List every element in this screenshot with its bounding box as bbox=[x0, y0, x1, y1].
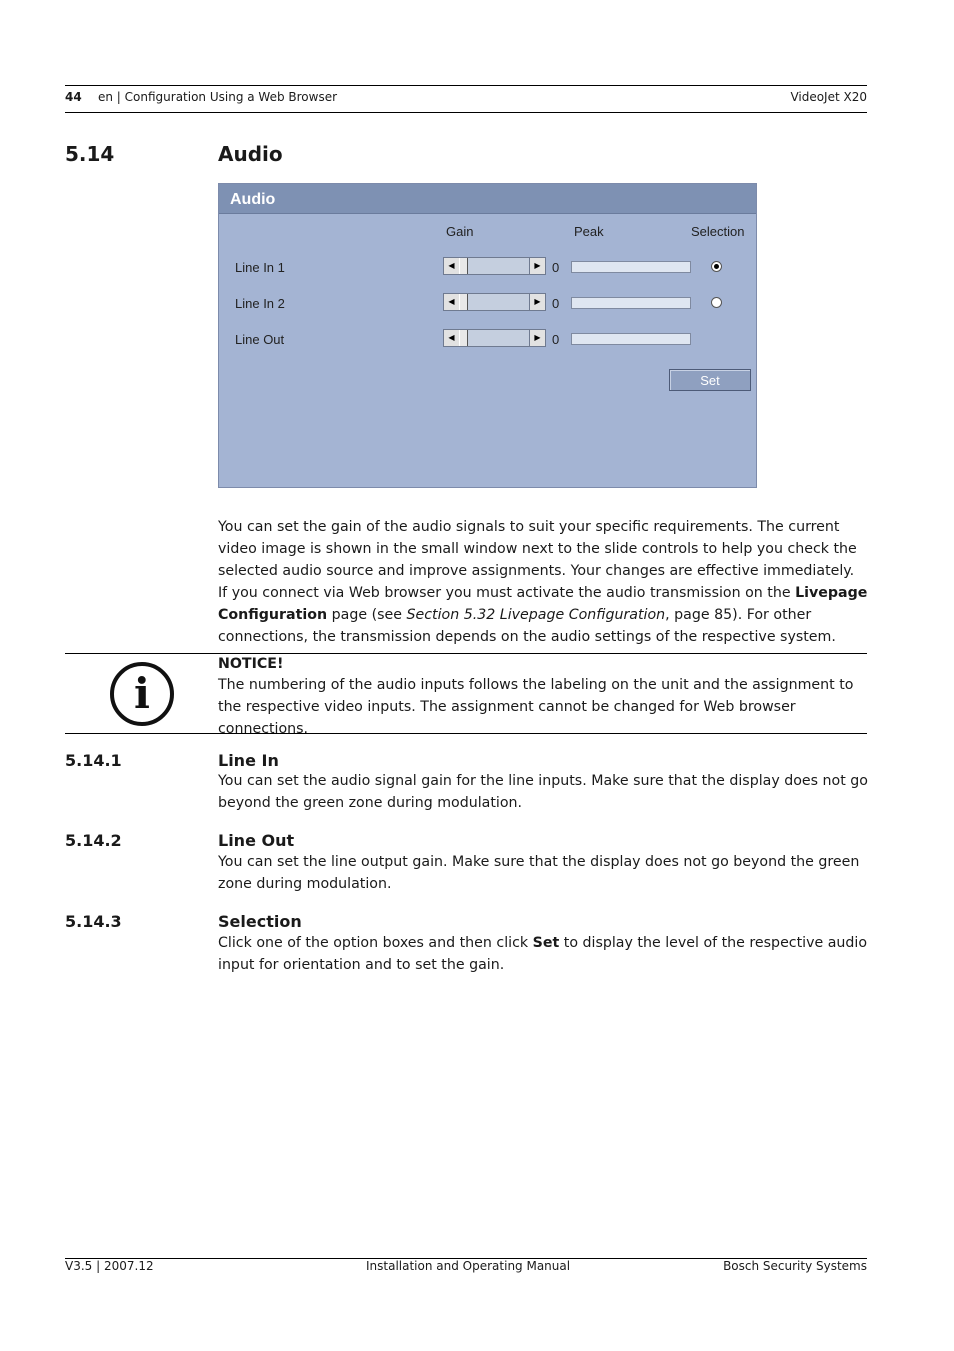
subsection-text-line-in: You can set the audio signal gain for the line inputs. Make sure that the display does not go beyond the green zone during modulation. bbox=[218, 773, 868, 811]
subsection-title-selection: Selection bbox=[218, 912, 302, 931]
slider-thumb[interactable] bbox=[459, 258, 468, 274]
header-top-rule bbox=[65, 85, 867, 86]
slider-right-arrow-icon[interactable]: ▶ bbox=[529, 330, 545, 346]
section-title: Audio bbox=[218, 142, 283, 166]
gain-value-line-in-1: 0 bbox=[552, 260, 560, 275]
intro-p2-text: , page 85). For other connections, the transmission depends on the audio settings of the respective system. bbox=[218, 607, 836, 645]
header-bottom-rule bbox=[65, 112, 867, 113]
peak-column-header: Peak bbox=[574, 224, 604, 239]
gain-column-header: Gain bbox=[446, 224, 474, 239]
gain-slider-line-in-2[interactable] bbox=[443, 293, 546, 311]
subsection-number: 5.14.2 bbox=[65, 831, 122, 850]
cross-reference: Section 5.32 Livepage Configuration bbox=[406, 607, 666, 623]
notice-bottom-rule bbox=[65, 733, 867, 734]
gain-slider-line-in-1[interactable] bbox=[443, 257, 546, 275]
footer-manual-title: Installation and Operating Manual bbox=[366, 1259, 571, 1273]
footer-version: V3.5 | 2007.12 bbox=[65, 1259, 154, 1273]
selection-column-header: Selection bbox=[691, 224, 745, 239]
selection-text: Click one of the option boxes and then click bbox=[218, 935, 533, 951]
set-term: Set bbox=[532, 935, 560, 951]
audio-config-panel bbox=[218, 183, 757, 488]
selection-text: to display the level of the respective audio input for orientation and to set the gain. bbox=[218, 935, 868, 973]
header-section-path: en | Configuration Using a Web Browser bbox=[98, 90, 338, 104]
slider-left-arrow-icon[interactable]: ◀ bbox=[444, 330, 460, 346]
selection-radio-line-in-1[interactable] bbox=[711, 261, 722, 272]
section-number: 5.14 bbox=[65, 142, 115, 166]
radio-selected-dot bbox=[714, 264, 719, 269]
slider-right-arrow-icon[interactable]: ▶ bbox=[529, 294, 545, 310]
channel-label-line-out: Line Out bbox=[235, 332, 285, 347]
header-product: VideoJet X20 bbox=[790, 90, 867, 104]
footer-company: Bosch Security Systems bbox=[723, 1259, 867, 1273]
subsection-title-line-out: Line Out bbox=[218, 831, 295, 850]
panel-title: Audio bbox=[219, 184, 756, 214]
peak-meter-line-out bbox=[571, 333, 691, 345]
intro-paragraph-1: You can set the gain of the audio signals to suit your specific requirements. The current video image is shown in the small window next to the slide controls to help you check the selected audio source and improve assignments. Your changes are effective immediately. bbox=[218, 519, 857, 579]
subsection-number: 5.14.1 bbox=[65, 751, 122, 770]
intro-p2-text: If you connect via Web browser you must activate the audio transmission on the bbox=[218, 585, 796, 601]
set-button[interactable]: Set bbox=[669, 369, 751, 391]
intro-text bbox=[218, 516, 868, 648]
slider-thumb[interactable] bbox=[459, 330, 468, 346]
peak-meter-line-in-1 bbox=[571, 261, 691, 273]
notice-text: The numbering of the audio inputs follows the labeling on the unit and the assignment to the respective video inputs. The assignment cannot be changed for Web browser connections. bbox=[218, 677, 854, 737]
gain-value-line-in-2: 0 bbox=[552, 296, 560, 311]
channel-label-line-in-1: Line In 1 bbox=[235, 260, 285, 275]
slider-left-arrow-icon[interactable]: ◀ bbox=[444, 294, 460, 310]
subsection-text-line-out: You can set the line output gain. Make sure that the display does not go beyond the green zone during modulation. bbox=[218, 854, 860, 892]
slider-left-arrow-icon[interactable]: ◀ bbox=[444, 258, 460, 274]
gain-value-line-out: 0 bbox=[552, 332, 560, 347]
selection-radio-line-in-2[interactable] bbox=[711, 297, 722, 308]
info-icon: i bbox=[110, 662, 174, 726]
livepage-configuration-term: Livepage Configuration bbox=[218, 585, 868, 623]
intro-p2-text: page (see bbox=[327, 607, 407, 623]
peak-meter-line-in-2 bbox=[571, 297, 691, 309]
subsection-title-line-in: Line In bbox=[218, 751, 279, 770]
page-number: 44 bbox=[65, 90, 82, 104]
subsection-number: 5.14.3 bbox=[65, 912, 122, 931]
slider-thumb[interactable] bbox=[459, 294, 468, 310]
notice-title: NOTICE! bbox=[218, 656, 284, 672]
intro-paragraph-2 bbox=[218, 582, 868, 648]
channel-label-line-in-2: Line In 2 bbox=[235, 296, 285, 311]
subsection-text-selection bbox=[218, 932, 868, 976]
slider-right-arrow-icon[interactable]: ▶ bbox=[529, 258, 545, 274]
gain-slider-line-out[interactable] bbox=[443, 329, 546, 347]
